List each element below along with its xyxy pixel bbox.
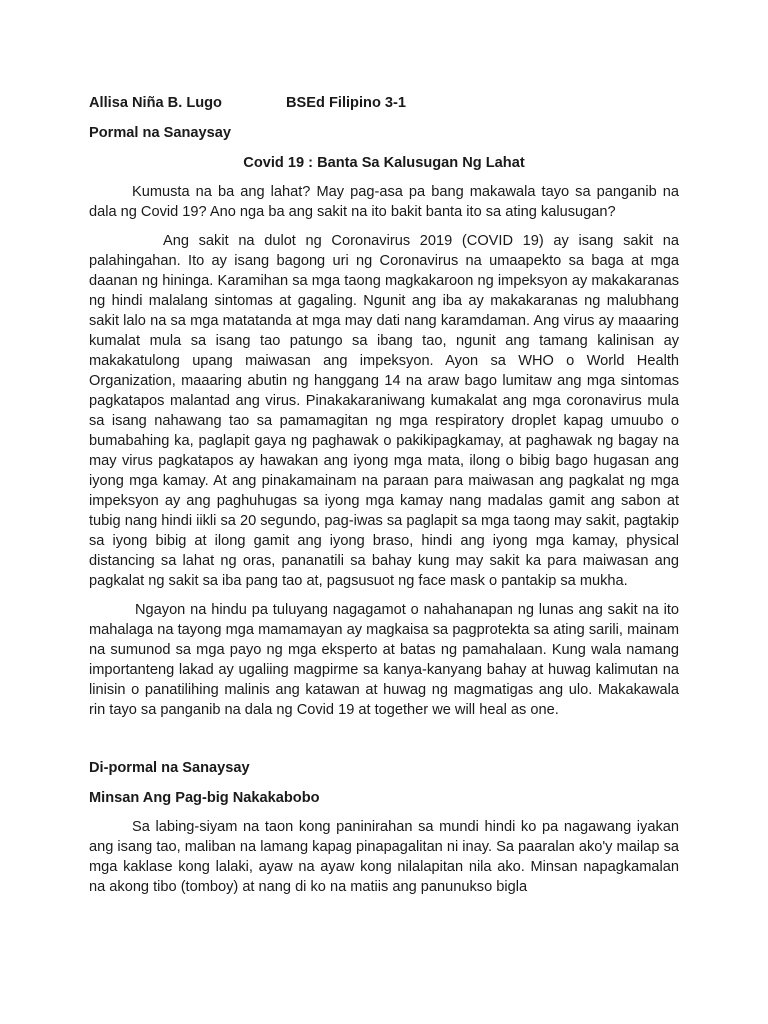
paragraph-text: Ang sakit na dulot ng Coronavirus 2019 (COVID 19) ay isang sakit na palahingahan. Ito ay isang bagong uri ng Coronavirus na umaapekto sa baga at mga daanan ng hininga. Karamihan sa mga taong magkakaroon ng impeksyon ay makakaranas ng hindi malalang sintomas at gagaling. Ngunit ang iba ay makakaranas ng malubhang sakit lalo na sa mga matatanda at mga may dati nang karamdaman. Ang virus ay maaaring kumalat mula sa isang tao patungo sa ibang tao, ngunit ang tamang kalinisan ay makakatulong upang maiwasan ang impeksyon. Ayon sa WHO o World Health Organization, maaaring abutin ng hanggang 14 na araw bago lumitaw ang mga sintomas pagkatapos malantad ang virus. Pinakakaraniwang kumakalat ang mga coronavirus mula sa isang nahawang tao sa pamamagitan ng mga respiratory droplet kapag umuubo o bumabahing ka, paglapit gaya ng paghawak o pakikipagkamay, at paghawak ng bagay na may virus pagkatapos ay hawakan ang iyong mga mata, ilong o bibig bago hugasan ang iyong mga kamay. At ang pinakamainam na paraan para maiwasan ang pagkalat ng mga impeksyon ay ang paghuhugas sa iyong mga kamay nang madalas gamit ang sabon at tubig nang hindi iikli sa 20 segundo, pag-iwas sa paglapit sa mga taong may sakit, pagtakip sa iyong bibig at ilong gamit ang iyong braso, hindi ang iyong mga kamay, physical distancing sa lahat ng oras, pananatili sa bahay kung may sakit ka para maiwasan ang pagkalat ng sakit sa iba pang tao at, pagsusuot ng face mask o pantakip sa mukha. — [89, 233, 679, 589]
header-line — [89, 93, 679, 113]
essay-title-informal: Minsan Ang Pag-big Nakakabobo — [89, 790, 320, 806]
essay-title-formal: Covid 19 : Banta Sa Kalusugan Ng Lahat — [243, 155, 525, 171]
paragraph — [89, 817, 679, 897]
section-heading-formal: Pormal na Sanaysay — [89, 125, 231, 141]
paragraph-text: Sa labing-siyam na taon kong paninirahan sa mundi hindi ko pa nagawang iyakan ang isang tao, maliban na lamang kapag pinapagalitan ni inay. Sa paaralan ako'y mailap sa mga kaklase kong lalaki, ayaw na ayaw kong nilalapitan nila ako. Minsan napagkamalan na akong tibo (tomboy) at nang di ko na matiis ang panunukso bigla — [89, 819, 679, 895]
spacer — [89, 720, 679, 758]
paragraph-text: Kumusta na ba ang lahat? May pag-asa pa bang makawala tayo sa panganib na dala ng Covid 19? Ano nga ba ang sakit na ito bakit banta ito sa ating kalusugan? — [89, 184, 679, 220]
section-heading-informal: Di-pormal na Sanaysay — [89, 760, 250, 776]
author-name: Allisa Niña B. Lugo — [89, 95, 222, 111]
paragraph — [89, 600, 679, 720]
paragraph — [89, 182, 679, 222]
paragraph — [89, 231, 679, 591]
course-section: BSEd Filipino 3-1 — [286, 95, 406, 111]
paragraph-text: Ngayon na hindu pa tuluyang nagagamot o nahahanapan ng lunas ang sakit na ito mahalaga na tayong mga mamamayan ay magkaisa sa pagprotekta sa ating sarili, mainam na sumunod sa mga payo ng mga eksperto at batas ng pamahalaan. Kung wala namang importanteng lakad ay ugaliing magpirme sa kanya-kanyang bahay at huwag kalimutan na linisin o panatilihing malinis ang katawan at huwag ng magmatigas ang ulo. Makakawala rin tayo sa panganib na dala ng Covid 19 at together we will heal as one. — [89, 602, 679, 718]
